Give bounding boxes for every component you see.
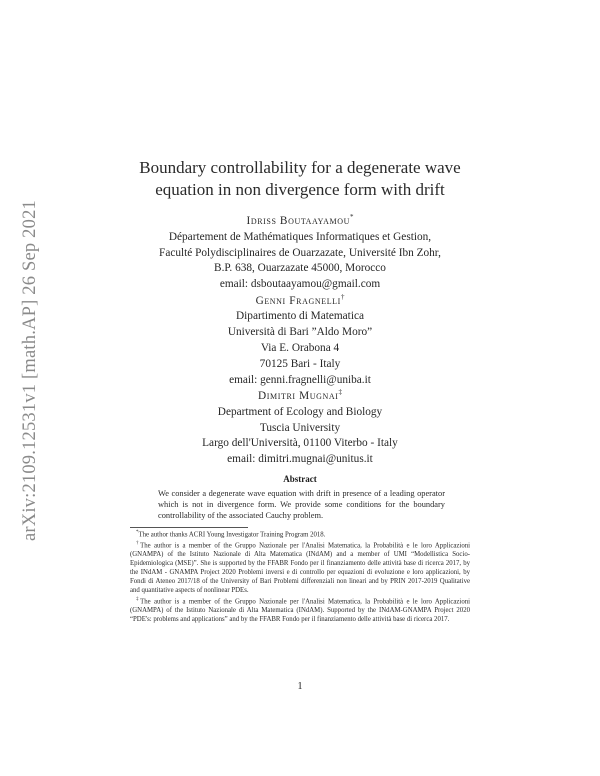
affiliation-line: Department of Ecology and Biology <box>217 405 383 418</box>
author-name: Dimitri Mugnai <box>257 389 339 402</box>
footnote <box>130 529 470 540</box>
affiliation-line: Via E. Orabona 4 <box>260 341 340 354</box>
paper-title <box>100 157 500 201</box>
author-block-2 <box>80 290 520 389</box>
footnote-divider <box>130 527 248 528</box>
footnote-marker: ‡ <box>136 596 141 602</box>
footnote-text: The author is a member of the Gruppo Nazionale per l'Analisi Matematica, la Probabilità e le loro Applicazioni (GNAMPA) of the Istituto Nazionale di Alta Matematica (INdAM) and a member of UMI “Modellistica Socio-Epidemiologica (MSE)”. She is supported by the FFABR Fondo per il finanziamento delle attività base di ricerca 2017, by the INdAM - GNAMPA Project 2020 Problemi inversi e di controllo per equazioni di evoluzione e loro applicazioni, by Fondi di Ateneo 2017/18 of the University of Bari Problemi differenziali non lineari and by PRIN 2017-2019 Qualitative and quantitative aspects of nonlinear PDEs. <box>130 542 470 594</box>
arxiv-identifier-stamp: arXiv:2109.12531v1 [math.AP] 26 Sep 2021 <box>20 200 40 541</box>
title-line: Boundary controllability for a degenerate wave <box>139 158 461 177</box>
page-number: 1 <box>297 681 303 692</box>
affiliation-line: Tuscia University <box>259 421 341 434</box>
footnote <box>130 540 470 596</box>
footnote <box>130 596 470 625</box>
affiliation-line: Dipartimento di Matematica <box>236 310 364 323</box>
author-block-1 <box>80 210 520 293</box>
affiliation-line: Università di Bari ”Aldo Moro” <box>227 326 373 339</box>
author-block-3 <box>80 385 520 468</box>
affiliation-line: Département de Mathématiques Informatiques et Gestion, <box>168 230 432 243</box>
footnote-marker: * <box>136 530 139 535</box>
footnote-marker: * <box>350 213 354 221</box>
footnote-marker: † <box>136 541 141 547</box>
footnote-text: The author thanks ACRI Young Investigator Training Program 2018. <box>138 531 326 539</box>
title-line: equation in non divergence form with drift <box>155 180 445 199</box>
footnote-text: The author is a member of the Gruppo Nazionale per l'Analisi Matematica, la Probabilità e le loro Applicazioni (GNAMPA) of the Istituto Nazionale di Alta Matematica (INdAM). Supported by the INdAM-GNAMPA Project 2020 “PDE's: problems and applications” and by the FFABR Fondo per il finanziamento delle attività base di ricerca 2017. <box>130 598 470 623</box>
footnotes <box>130 529 470 625</box>
footnote-marker: † <box>340 292 345 301</box>
author-name: Genni Fragnelli <box>255 294 341 307</box>
affiliation-line: B.P. 638, Ouarzazate 45000, Morocco <box>214 262 386 275</box>
author-email: email: genni.fragnelli@uniba.it <box>229 373 371 386</box>
affiliation-line: 70125 Bari - Italy <box>259 357 341 370</box>
author-name: Idriss Boutaayamou <box>246 214 351 227</box>
author-email: email: dimitri.mugnai@unitus.it <box>227 453 373 466</box>
affiliation-line: Largo dell'Università, 01100 Viterbo - Italy <box>202 437 398 450</box>
author-email: email: dsboutaayamou@gmail.com <box>219 278 381 291</box>
abstract-heading: Abstract <box>283 474 317 484</box>
affiliation-line: Faculté Polydisciplinaires de Ouarzazate, Université Ibn Zohr, <box>159 246 441 259</box>
footnote-marker: ‡ <box>338 388 343 396</box>
abstract-text: We consider a degenerate wave equation with drift in presence of a leading operator which is not in divergence form. We provide some conditions for the boundary controllability of the associated Cauchy problem. <box>158 489 445 521</box>
